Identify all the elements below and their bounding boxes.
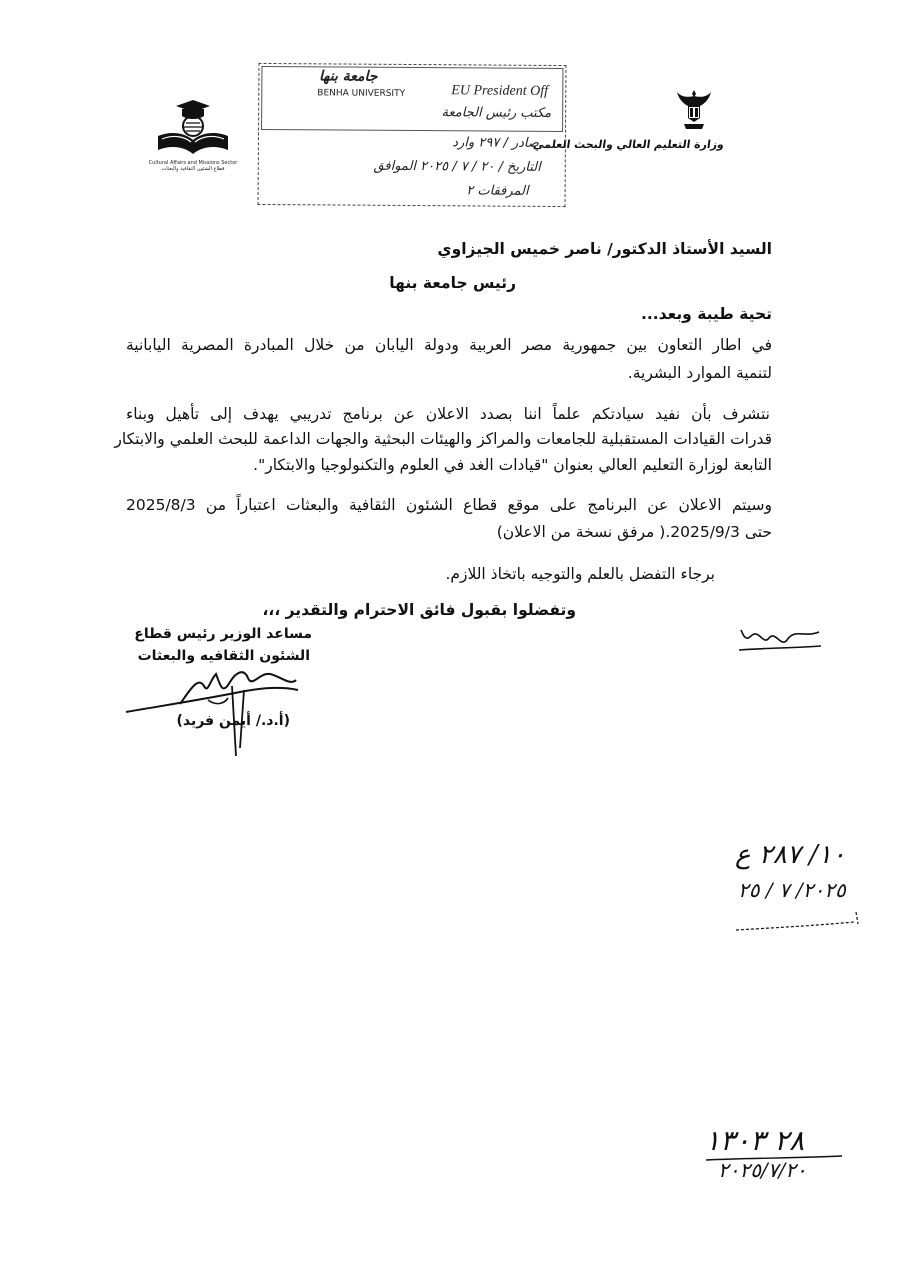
- paragraph-3-line-2: حتى 2025/9/3.( مرفق نسخة من الاعلان): [496, 523, 772, 541]
- request-line: برجاء التفضل بالعلم والتوجيه باتخاذ اللازم.: [445, 565, 715, 583]
- sector-caption-ar: قطاع الشئون الثقافية والبعثات: [161, 166, 225, 172]
- handwritten-note-1: ١٠/ ٢٨٧ ع: [735, 840, 846, 870]
- incoming-stamp: [258, 63, 567, 207]
- graduation-book-icon: [138, 96, 248, 160]
- sector-caption: [128, 160, 258, 172]
- paragraph-1-line-1: في اطار التعاون بين جمهورية مصر العربية ودولة اليابان من خلال المبادرة المصرية اليابانية: [126, 336, 772, 354]
- eagle-icon: [676, 88, 712, 132]
- stamp-president-note: EU President Off: [451, 83, 549, 99]
- handwritten-note-2-date: ٢٠٢٥/٧/٢٠: [718, 1158, 807, 1182]
- paragraph-2-line-2: قدرات القيادات المستقبلية للجامعات والمراكز والهيئات البحثية والجهات الداعمة للبحث العلمي والابتكار: [114, 430, 772, 448]
- initials-signature: [735, 618, 825, 658]
- ministry-name: وزارة التعليم العالي والبحث العلمي: [532, 138, 725, 151]
- stamp-outgoing: صادر / ٢٩٧ وارد: [452, 135, 539, 151]
- handwritten-note-1-date: ٢٠٢٥/ ٧ / ٢٥: [738, 878, 846, 902]
- stamp-university: جامعة بنها: [318, 68, 378, 85]
- ministry-emblem: [618, 88, 718, 168]
- stamp-university-en: BENHA UNIVERSITY: [317, 88, 406, 99]
- signatory-name: (أ.د./ أيمن فريد): [176, 713, 290, 729]
- signatory-title-2: الشئون الثقافيه والبعثات: [137, 648, 310, 664]
- closing-line: وتفضلوا بقبول فائق الاحترام والتقدير ،،،: [262, 601, 576, 619]
- paragraph-3-line-1: وسيتم الاعلان عن البرنامج على موقع قطاع الشئون الثقافية والبعثات اعتباراً من 2025/8/3: [126, 496, 772, 514]
- handwritten-note-2: ٢٨ ١٣٠٣: [705, 1124, 805, 1157]
- paragraph-2-line-3: التابعة لوزارة التعليم العالي بعنوان "قيادات الغد في العلوم والتكنولوجيا والابتكار".: [253, 456, 772, 474]
- sector-caption-en: Cultural Affairs and Missions Sector: [148, 160, 238, 166]
- paragraph-1-line-2: لتنمية الموارد البشرية.: [627, 364, 772, 382]
- paragraph-2-line-1: نتشرف بأن نفيد سيادتكم علماً اننا بصدد الاعلان عن برنامج تدريبي يهدف إلى تأهيل وبناء: [126, 405, 770, 423]
- stamp-office: مكتب رئيس الجامعة: [441, 105, 552, 121]
- stamp-date: التاريخ / ٢٠ / ٧ / ٢٠٢٥ الموافق: [373, 158, 541, 175]
- minister-signature: [120, 660, 320, 770]
- addressee: السيد الأستاذ الدكتور/ ناصر خميس الجيزاوي: [437, 240, 772, 258]
- greeting: تحية طيبة وبعد...: [641, 305, 772, 323]
- signatory-title-1: مساعد الوزير رئيس قطاع: [134, 626, 312, 642]
- note-1-underline: [730, 900, 870, 940]
- addressee-title: رئيس جامعة بنها: [389, 274, 516, 292]
- stamp-attachments: المرفقات ٢: [466, 183, 529, 199]
